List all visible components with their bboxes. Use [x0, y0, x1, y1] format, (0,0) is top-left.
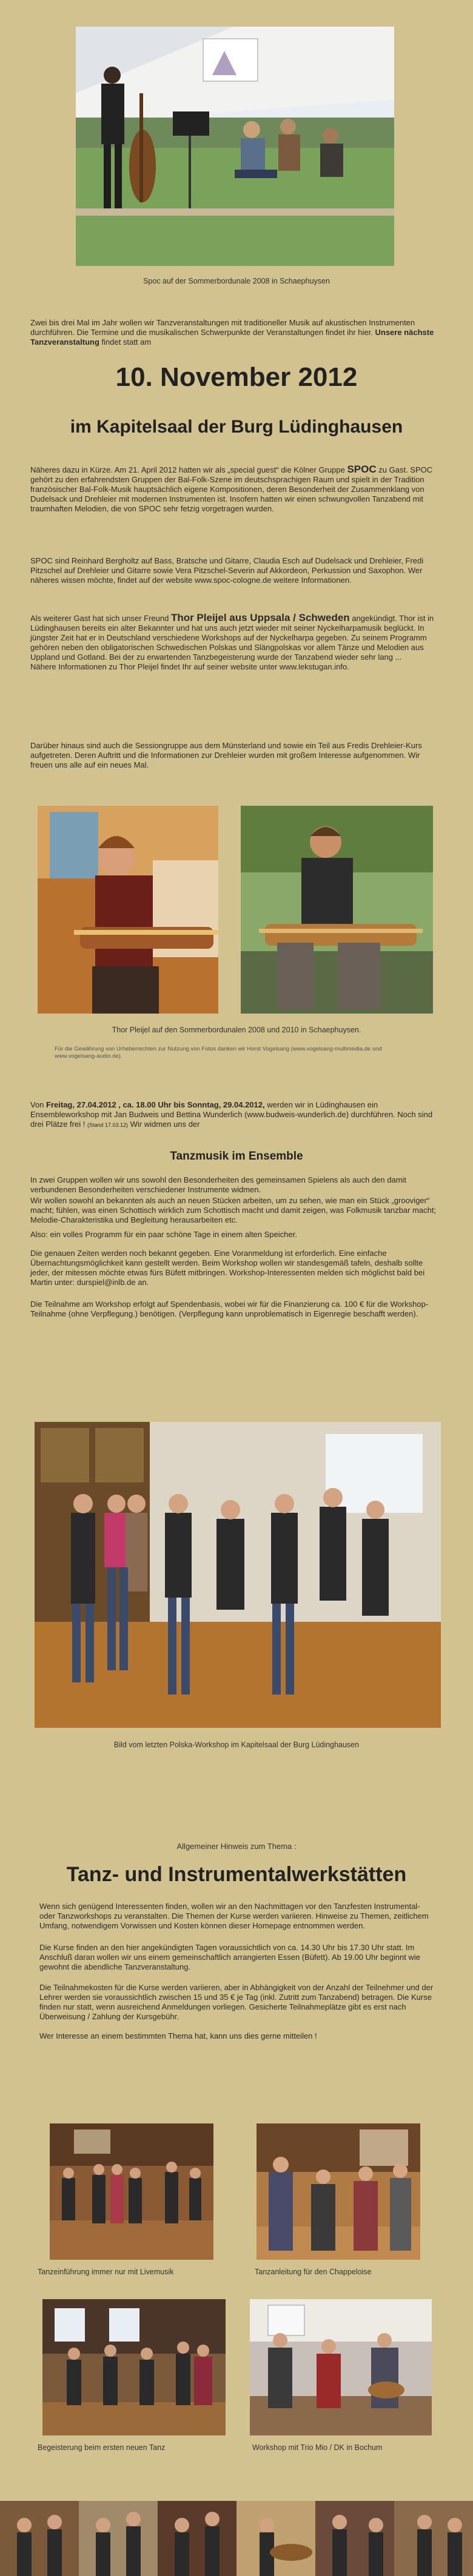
bottom-photo-strip — [0, 2501, 473, 2576]
gallery-caption-4: Workshop mit Trio Mio / DK in Bochum — [252, 2443, 383, 2452]
kurse-heading: Tanz- und Instrumentalwerkstätten — [66, 1863, 407, 1886]
thor-photo-2010 — [241, 806, 433, 1014]
tanzmusik-p4: Die genauen Zeiten werden noch bekannt gegeben. Eine Voranmeldung ist erforderlich. Eine einfache Übernachtungsmöglichkeit kann gestellt werden. Beim Workshop wollen wir standesgemäß tafeln, deshalb sollte jeder, der mitessen möchte etwas fürs Büfett mitbringen. Workshop-Interessenten melden sich möglichst bald bei Martin unter: durspiel@inlb.de an. — [30, 1249, 425, 1287]
thor-paragraph-2: Darüber hinaus sind auch die Sessiongruppe aus dem Münsterland und sowie ein Teil aus Fredis Drehleier-Kurs aufgetreten. Deren Auftritt und die Informationen zur Drehleier wurden mit großem Interesse aufgenommen. Wir freuen uns alle auf ein neues Mal. — [30, 741, 422, 769]
tanzmusik-p3: Also: ein volles Programm für ein paar schöne Tage in einem alten Speicher. — [30, 1230, 297, 1239]
event-venue: im Kapitelsaal der Burg Lüdinghausen — [70, 417, 403, 437]
thor-caption: Thor Pleijel auf den Sommerbordunalen 2008 und 2010 in Schaephuysen. — [112, 1026, 361, 1034]
spoc-paragraph-1: Näheres dazu in Kürze. Am 21. April 2012 hatten wir als „special guest“ die Kölner Gruppe SPOC zu Gast. SPOC gehört zu den erfahrendsten Gruppen der Bal-Folk-Szene im deutschsprachigen Raum und spielt in der Tradition französischer Bal-Folk-Musik hauptsächlich eigene Kompositionen, deren Besonderheit der Zusammenklang von Dudelsack und Drehleier mit modernen Instrumenten ist. Insofern hatten wir einen schwungvollen Tanzabend mit traumhaften Melodien, die von SPOC sehr fetzig vorgetragen wurden. — [30, 463, 433, 513]
gallery-caption-1: Tanzeinführung immer nur mit Livemusik — [38, 2268, 174, 2276]
event-date: 10. November 2012 — [115, 362, 358, 392]
gallery-photo-3 — [42, 2299, 226, 2435]
thor-name: Thor Pleijel aus Uppsala / Schweden — [170, 612, 350, 623]
gallery-caption-3: Begeisterung beim ersten neuen Tanz — [38, 2443, 166, 2452]
kurse-p3: Die Teilnahmekosten für die Kurse werden variieren, aber in Abhängigkeit von der Anzahl der Teilnehmer und der Lehrer werden sie voraussichtlich zwischen 15 und 35 € je Tag (inkl. Zutritt zum Tanzabend) betragen. Die Kurse finden nur statt, wenn ausreichend Anmeldungen vorliegen. Gesicherte Teilnahmeplätze gibt es erst nach Überweisung / Zahlung der Kursgebühr. — [39, 1983, 434, 2021]
spoc-name: SPOC — [347, 463, 377, 475]
kurse-p4: Wer Interesse an einem bestimmten Thema hat, kann uns dies gerne mitteilen ! — [39, 2031, 317, 2040]
polska-caption: Bild vom letzten Polska-Workshop im Kapitelsaal der Burg Lüdinghausen — [113, 1741, 360, 1749]
kurse-pre: Allgemeiner Hinweis zum Thema : — [176, 1842, 297, 1851]
thor-paragraph-1: Als weiterer Gast hat sich unser Freund Thor Pleijel aus Uppsala / Schweden angekündigt. Thor ist in Lüdinghausen bereits ein alter Bekannter und hat uns auch jetzt wieder mit seiner Nyckelharpamusik beglückt. In jüngster Zeit hat er in Deutschland verschiedene Workshops auf der Nyckelharpa gegeben. Zu seinem Programm gehören neben den obligatorischen Schwedischen Polskas und Slängpolskas vor allem Tänze und Melodien aus Uppland und Gotland. Bei der zu erwartenden Tanzbegeisterung wurde der Tanzabend wieder sehr lang ... Nähere Informationen zu Thor Pleijel findet Ihr auf seiner website unter www.lekstugan.info. — [30, 612, 434, 671]
kurse-p2: Die Kurse finden an den hier angekündigten Tagen voraussichtlich von ca. 14.30 Uhr bis 17.30 Uhr statt. Im Anschluß daran wollen wir uns einem gemeinschaftlich arrangierten Essen (Büfett). Ab 19.00 Uhr beginnt wie gewohnt die abendliche Tanzveranstaltung. — [39, 1943, 420, 1971]
hero-photo — [76, 27, 394, 266]
gallery-photo-2 — [257, 2123, 420, 2260]
photo-credit: Für die Gewährung von Urheberrechten zur Nutzung von Fotos danken wir Horst Vogelsang (www.vogelsang-multimedia.de und www.vogelsang-audio.de). — [55, 1046, 382, 1060]
tanzmusik-p5: Die Teilnahme am Workshop erfolgt auf Spendenbasis, wobei wir für die Finanzierung ca. 100 € für die Workshop-Teilnahme (ohne Verpflegung.) benötigen. (Verpflegung kann unproblematisch in Eigenregie beschafft werden). — [30, 1300, 429, 1318]
workshop-intro: Von Freitag, 27.04.2012 , ca. 18.00 Uhr bis Sonntag, 29.04.2012, werden wir in Lüdinghausen ein Ensembleworkshop mit Jan Budweis und Bettina Wunderlich (www.budweis-wunderlich.de) durchführen. Noch sind drei Plätze frei ! (Stand 17.03.12) Wir widmen uns der — [30, 1100, 433, 1129]
tanzmusik-p2: Wir wollen sowohl an bekannten als auch an neuen Stücken arbeiten, um zu sehen, wie man ein Stück „grooviger“ macht; fühlen, was einen Schottisch wirklich zum Schottisch macht und damit zeigen, was Folkmusik tanzbar macht; Melodie-Charakteristika und Begleitung herausarbeiten etc. — [30, 1196, 437, 1224]
gallery-caption-2: Tanzanleitung für den Chappeloise — [255, 2268, 372, 2276]
gallery-photo-4 — [250, 2299, 432, 2435]
intro-text: Zwei bis drei Mal im Jahr wollen wir Tanzveranstaltungen mit traditioneller Musik auf akustischen Instrumenten durchführen. Die Termine und die musikalischen Schwerpunkte der Veranstaltungen findet ihr hier. Unsere nächste Tanzveranstaltung findet statt am — [30, 318, 434, 347]
hero-caption: Spoc auf der Sommerbordunale 2008 in Schaephuysen — [143, 277, 330, 285]
spoc-paragraph-2: SPOC sind Reinhard Bergholtz auf Bass, Bratsche und Gitarre, Claudia Esch auf Dudelsack und Drehleier, Fredi Pitzschel auf Drehleier und Gitarre sowie Vera Pitzschel-Severin auf Akkordeon, Perkussion und Saxophon. Wer näheres wissen möchte, findet auf der website www.spoc-cologne.de weitere Informationen. — [30, 556, 424, 585]
tanzmusik-p1: In zwei Gruppen wollen wir uns sowohl den Besonderheiten des gemeinsamen Spielens als auch den damit verbundenen Besonderheiten verschiedener Instrumente widmen. — [30, 1175, 407, 1194]
gallery-photo-1 — [50, 2123, 213, 2260]
kurse-p1: Wenn sich genügend Interessenten finden, wollen wir an den Nachmittagen vor den Tanzfesten Instrumental- oder Tanzworkshops zu veranstalten. Die Themen der Kurse werden variieren. Hinweise zu Themen, zeitlichem Umfang, notwendigem Vorwissen und Kosten können dieser Homepage entnommen werden. — [39, 1902, 429, 1930]
tanzmusik-heading: Tanzmusik im Ensemble — [170, 1150, 303, 1163]
thor-photo-2008 — [38, 806, 218, 1014]
polska-workshop-photo — [35, 1422, 441, 1728]
